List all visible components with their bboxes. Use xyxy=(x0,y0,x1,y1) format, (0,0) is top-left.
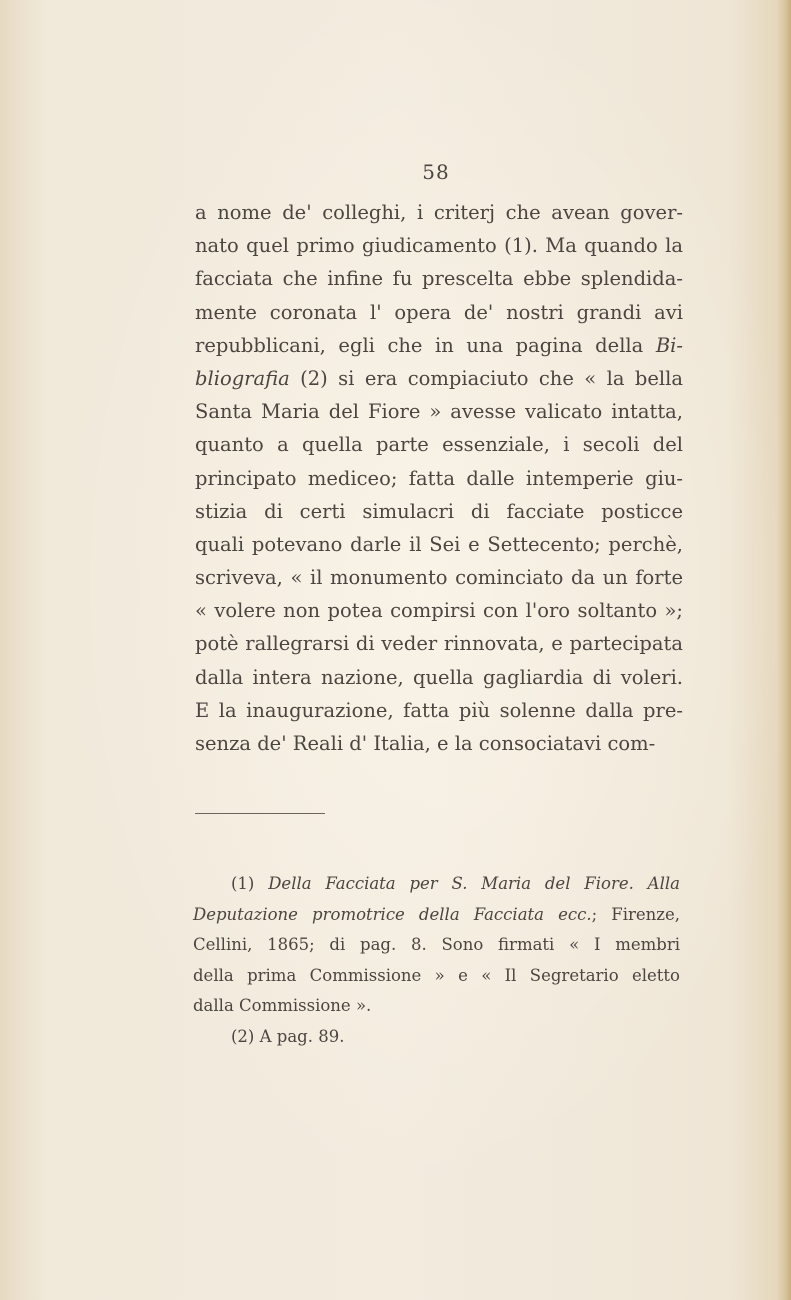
body-text: repubblicani, egli che in una pagina della xyxy=(195,333,656,357)
body-text: E la inaugurazione, fatta più solenne dalla pre- xyxy=(195,698,683,722)
body-text: facciata che infine fu prescelta ebbe splendida- xyxy=(195,267,683,291)
footnotes xyxy=(193,869,680,1052)
footnote-text: della prima Commissione » e « Il Segretario eletto xyxy=(193,965,680,985)
page-number: 58 xyxy=(422,160,450,184)
body-line xyxy=(195,296,683,329)
body-text: scriveva, « il monumento cominciato da un forte xyxy=(195,566,683,590)
body-line xyxy=(195,229,683,262)
body-text: quanto a quella parte essenziale, i secoli del xyxy=(195,433,683,457)
body-line xyxy=(195,196,683,229)
footnote-line xyxy=(193,869,680,900)
body-line xyxy=(195,627,683,660)
footnote-text: (1) xyxy=(231,874,269,893)
footnote-text: Cellini, 1865; di pag. 8. Sono firmati « I membri xyxy=(193,935,680,954)
body-text: dalla intera nazione, quella gagliardia di voleri. xyxy=(195,665,683,689)
body-text: potè rallegrarsi di veder rinnovata, e partecipata xyxy=(195,632,683,656)
body-line xyxy=(195,462,683,495)
body-line xyxy=(195,561,683,594)
footnote-text: dalla Commissione ». xyxy=(193,996,372,1015)
body-italic-text: bliografia xyxy=(195,366,290,390)
body-line xyxy=(195,594,683,627)
footnote-line xyxy=(193,1022,680,1053)
body-text: nato quel primo giudicamento (1). Ma quando la xyxy=(195,234,683,258)
footnote-line xyxy=(193,961,680,992)
footnote-separator-rule xyxy=(195,813,325,814)
body-text: « volere non potea compirsi con l'oro soltanto »; xyxy=(195,599,683,623)
body-line xyxy=(195,727,683,760)
page-edge-shadow xyxy=(777,0,791,1300)
body-text: principato mediceo; fatta dalle intemperie giu- xyxy=(195,466,683,490)
body-line xyxy=(195,362,683,395)
body-text: Santa Maria del Fiore » avesse valicato intatta, xyxy=(195,400,683,424)
footnote-italic-text: Della Facciata per S. Maria del Fiore. Alla xyxy=(268,874,680,893)
footnote-italic-text: Deputazione promotrice della Facciata ecc. xyxy=(193,904,592,924)
body-line xyxy=(195,428,683,461)
body-line xyxy=(195,528,683,561)
body-line xyxy=(195,495,683,528)
footnote-text: (2) A pag. 89. xyxy=(231,1026,345,1046)
footnote-line xyxy=(193,900,680,931)
body-line xyxy=(195,395,683,428)
footnote-line xyxy=(193,991,680,1022)
body-line xyxy=(195,694,683,727)
body-text xyxy=(195,196,683,760)
body-text: stizia di certi simulacri di facciate posticce xyxy=(195,499,683,523)
footnote-line xyxy=(193,930,680,961)
body-text: a nome de' colleghi, i criterj che avean gover- xyxy=(195,201,683,224)
body-text: (2) si era compiaciuto che « la bella xyxy=(289,366,683,390)
body-italic-text: Bi- xyxy=(655,333,683,357)
body-text: quali potevano darle il Sei e Settecento; perchè, xyxy=(195,532,683,556)
body-line xyxy=(195,329,683,362)
footnote-text: ; Firenze, xyxy=(591,904,680,924)
body-text: mente coronata l' opera de' nostri grandi avi xyxy=(195,300,683,324)
body-text: senza de' Reali d' Italia, e la consociatavi com- xyxy=(195,732,656,755)
body-line xyxy=(195,262,683,295)
body-line xyxy=(195,661,683,694)
